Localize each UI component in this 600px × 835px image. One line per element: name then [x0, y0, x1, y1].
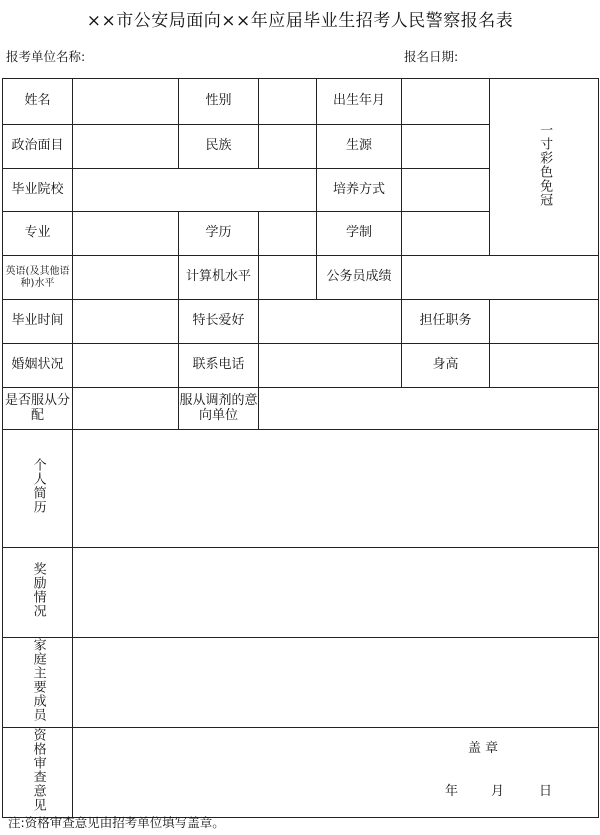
- input-computer[interactable]: [259, 256, 317, 300]
- label-height: 身高: [402, 344, 490, 388]
- input-ethnicity[interactable]: [259, 125, 317, 169]
- label-english: 英语(及其他语种)水平: [3, 256, 73, 300]
- input-political[interactable]: [73, 125, 179, 169]
- photo-box[interactable]: [490, 79, 599, 256]
- label-obey: 是否服从分配: [3, 388, 73, 430]
- input-marital[interactable]: [73, 344, 179, 388]
- seal-label: 盖 章: [468, 740, 499, 756]
- input-position[interactable]: [490, 300, 599, 344]
- day-label: 日: [539, 783, 553, 799]
- footnote: 注:资格审查意见由招考单位填写盖章。: [8, 815, 225, 830]
- label-political: 政治面目: [3, 125, 73, 169]
- label-civil-score: 公务员成绩: [317, 256, 402, 300]
- label-ethnicity: 民族: [179, 125, 259, 169]
- apply-unit-label: 报考单位名称:: [6, 49, 86, 64]
- label-name: 姓名: [3, 79, 73, 125]
- label-specialty: 特长爱好: [179, 300, 259, 344]
- input-training[interactable]: [402, 169, 490, 212]
- input-gender[interactable]: [259, 79, 317, 125]
- input-height[interactable]: [490, 344, 599, 388]
- label-birth: 出生年月: [317, 79, 402, 125]
- registration-form: [2, 78, 599, 818]
- label-resume: 个人简历: [3, 430, 73, 548]
- input-obey-unit[interactable]: [259, 388, 599, 430]
- apply-date-label: 报名日期:: [404, 49, 459, 64]
- label-phone: 联系电话: [179, 344, 259, 388]
- input-name[interactable]: [73, 79, 179, 125]
- month-label: 月: [491, 783, 505, 799]
- label-duration: 学制: [317, 212, 402, 256]
- input-school[interactable]: [73, 169, 317, 212]
- label-school: 毕业院校: [3, 169, 73, 212]
- input-awards[interactable]: [73, 548, 599, 638]
- label-origin: 生源: [317, 125, 402, 169]
- input-specialty[interactable]: [259, 300, 402, 344]
- label-computer: 计算机水平: [179, 256, 259, 300]
- label-gender: 性别: [179, 79, 259, 125]
- input-grad-time[interactable]: [73, 300, 179, 344]
- label-grad-time: 毕业时间: [3, 300, 73, 344]
- input-origin[interactable]: [402, 125, 490, 169]
- year-label: 年: [445, 783, 459, 799]
- photo-label: 一寸彩色免冠: [537, 122, 553, 207]
- input-civil-score[interactable]: [402, 256, 599, 300]
- input-family[interactable]: [73, 638, 599, 728]
- label-degree: 学历: [179, 212, 259, 256]
- label-awards: 奖励情况: [3, 548, 73, 638]
- label-marital: 婚姻状况: [3, 344, 73, 388]
- input-english[interactable]: [73, 256, 179, 300]
- input-duration[interactable]: [402, 212, 490, 256]
- label-training: 培养方式: [317, 169, 402, 212]
- input-review[interactable]: [73, 727, 599, 817]
- input-birth[interactable]: [402, 79, 490, 125]
- label-major: 专业: [3, 212, 73, 256]
- input-obey[interactable]: [73, 388, 179, 430]
- label-review: 资格审查意见: [3, 727, 73, 817]
- form-title: ××市公安局面向××年应届毕业生招考人民警察报名表: [86, 11, 514, 31]
- label-obey-unit: 服从调剂的意向单位: [179, 388, 259, 430]
- input-major[interactable]: [73, 212, 179, 256]
- input-degree[interactable]: [259, 212, 317, 256]
- label-family: 家庭主要成员: [3, 638, 73, 728]
- input-phone[interactable]: [259, 344, 402, 388]
- input-resume[interactable]: [73, 430, 599, 548]
- label-position: 担任职务: [402, 300, 490, 344]
